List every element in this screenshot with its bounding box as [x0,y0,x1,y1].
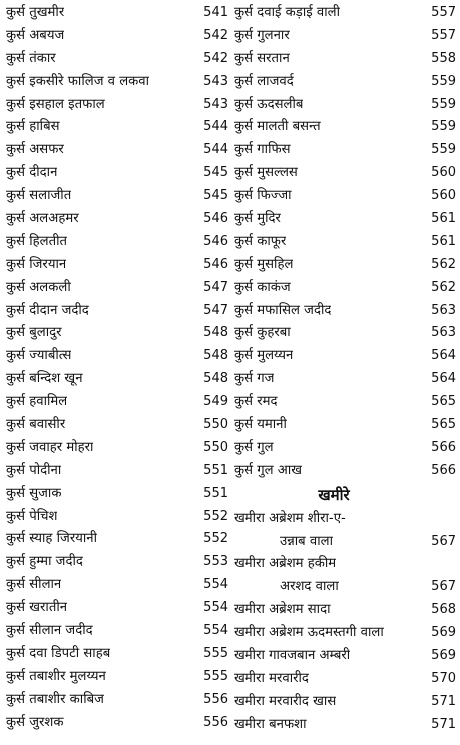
section-heading [234,483,456,508]
entry-page-number: 557 [431,5,456,20]
entry-name: कुर्स सरतान [234,50,290,66]
index-entry [234,414,456,437]
entry-name: कुर्स बन्दिश खून [6,371,83,387]
index-entry [6,231,228,254]
entry-page-number: 571 [431,716,456,732]
index-entry [6,483,228,506]
index-entry [6,712,228,735]
entry-name: खमीरा अब्रेशम सादा [234,602,331,618]
index-entry [6,551,228,574]
index-entry [6,208,228,231]
entry-name: कुर्स पेचिश [6,508,58,524]
section-heading-text: खमीरे [318,485,350,504]
index-entry [6,254,228,277]
index-entry [234,391,456,414]
index-entry [6,116,228,139]
entry-name: कुर्स तंकार [6,50,56,66]
entry-name: कुर्स मुदिर [234,211,281,227]
index-entry [6,643,228,666]
index-entry [6,139,228,162]
entry-page-number: 547 [203,279,228,295]
entry-name: अरशद वाला [280,579,339,595]
entry-name: कुर्स कुहरबा [234,325,291,341]
index-entry [234,691,456,714]
index-entry [234,437,456,460]
index-entry [6,414,228,437]
entry-page-number: 548 [203,325,228,341]
entry-page-number: 563 [431,302,456,318]
entry-name: कुर्स दीदान [6,165,58,181]
entry-page-number: 559 [431,142,456,158]
entry-name: कुर्स गुल [234,439,274,455]
entry-name: कुर्स तुखमीर [6,5,65,20]
entry-page-number: 564 [431,348,456,364]
entry-name: कुर्स ज्याबीत्स [6,348,72,364]
index-entry [6,277,228,300]
entry-page-number: 555 [203,668,228,684]
index-entry [6,506,228,529]
index-entry [234,254,456,277]
entry-page-number: 564 [431,371,456,387]
entry-page-number: 542 [203,50,228,66]
index-right-column [234,2,456,737]
index-entry [6,437,228,460]
entry-page-number: 561 [431,211,456,227]
entry-name: कुर्स फिज्जा [234,188,292,204]
entry-name: कुर्स मालती बसन्त [234,119,321,135]
entry-page-number: 552 [203,508,228,524]
index-entry [234,162,456,185]
entry-page-number: 569 [431,648,456,664]
entry-name: खमीरा गावजबान अम्बरी [234,648,351,664]
entry-page-number: 562 [431,279,456,295]
entry-page-number: 566 [431,439,456,455]
index-entry [234,300,456,323]
entry-name: कुर्स सुजाक [6,485,62,501]
index-entry [6,460,228,483]
index-entry [234,531,456,554]
index-entry [234,139,456,162]
entry-name: खमीरा अब्रेशम हकीम [234,556,337,572]
index-entry [234,714,456,737]
entry-page-number: 544 [203,119,228,135]
index-entry [6,2,228,25]
entry-page-number: 542 [203,27,228,43]
entry-name: कुर्स बवासीर [6,417,66,433]
entry-page-number: 560 [431,165,456,181]
entry-name: कुर्स मुलय्यन [234,348,294,364]
entry-page-number: 561 [431,233,456,249]
entry-name: कुर्स हवामिल [6,394,68,410]
index-entry [6,666,228,689]
index-entry [6,620,228,643]
entry-page-number: 566 [431,462,456,478]
entry-page-number: 549 [203,394,228,410]
entry-page-number: 565 [431,417,456,433]
entry-name: कुर्स पोदीना [6,462,62,478]
index-entry [6,94,228,117]
index-entry [234,508,456,531]
entry-page-number: 554 [203,600,228,616]
entry-page-number: 543 [203,73,228,89]
entry-name: कुर्स स्याह जिरयानी [6,531,98,547]
index-entry [6,689,228,712]
entry-page-number: 551 [203,462,228,478]
entry-page-number: 545 [203,188,228,204]
entry-name: कुर्स इकसीरे फालिज व लकवा [6,73,150,89]
entry-page-number: 569 [431,625,456,641]
entry-page-number: 545 [203,165,228,181]
entry-name: कुर्स गुलनार [234,27,290,43]
entry-name: कुर्स अलअहमर [6,211,79,227]
entry-page-number: 544 [203,142,228,158]
index-entry [234,277,456,300]
entry-name: खमीरा बनफशा [234,716,307,732]
entry-page-number: 546 [203,211,228,227]
entry-page-number: 546 [203,256,228,272]
entry-page-number: 565 [431,394,456,410]
entry-name: कुर्स अबयज [6,27,65,43]
entry-name: कुर्स दवा डिपटी साहब [6,645,111,661]
entry-page-number: 554 [203,577,228,593]
index-entry [6,345,228,368]
index-entry [234,231,456,254]
entry-page-number: 558 [431,50,456,66]
entry-name: कुर्स असफर [6,142,64,158]
entry-name: कुर्स हिलतीत [6,233,68,249]
entry-name: कुर्स बुलादुर [6,325,62,341]
entry-page-number: 550 [203,417,228,433]
index-entry [6,48,228,71]
entry-page-number: 567 [431,533,456,549]
index-entry [6,162,228,185]
index-entry [6,185,228,208]
index-entry [234,71,456,94]
index-entry [234,645,456,668]
entry-page-number: 548 [203,348,228,364]
entry-page-number: 562 [431,256,456,272]
entry-name: कुर्स जुरशक [6,714,64,730]
entry-name: कुर्स हाबिस [6,119,60,135]
entry-page-number: 556 [203,691,228,707]
index-entry [234,116,456,139]
entry-name: खमीरा अब्रेशम ऊदमस्तगी वाला [234,625,384,641]
entry-name: कुर्स यमानी [234,417,287,433]
index-entry [234,25,456,48]
entry-page-number: 548 [203,371,228,387]
entry-name: उन्नाब वाला [280,533,333,549]
entry-name: कुर्स सीलान [6,577,62,593]
index-entry [234,668,456,691]
entry-name: कुर्स ऊदसलीब [234,96,304,112]
index-entry [6,368,228,391]
entry-page-number: 543 [203,96,228,112]
entry-name: कुर्स खरातीन [6,600,68,616]
index-entry [6,300,228,323]
index-entry [234,345,456,368]
entry-page-number: 560 [431,188,456,204]
index-entry [234,48,456,71]
entry-name: कुर्स काफूर [234,233,287,249]
entry-page-number: 571 [431,693,456,709]
entry-page-number: 547 [203,302,228,318]
entry-name: कुर्स लाजवर्द [234,73,294,89]
index-entry [234,576,456,599]
index-entry [234,94,456,117]
entry-page-number: 563 [431,325,456,341]
index-entry [234,599,456,622]
index-entry [6,597,228,620]
entry-page-number: 556 [203,714,228,730]
entry-page-number: 541 [203,5,228,20]
index-entry [6,71,228,94]
entry-page-number: 550 [203,439,228,455]
index-entry [6,528,228,551]
entry-page-number: 552 [203,531,228,547]
entry-name: कुर्स जवाहर मोहरा [6,439,94,455]
index-entry [234,185,456,208]
entry-name: कुर्स दवाई कड़ाई वाली [234,5,341,20]
index-entry [234,553,456,576]
entry-name: कुर्स गज [234,371,275,387]
index-entry [234,208,456,231]
entry-name: खमीरा मरवारीद [234,670,309,686]
index-entry [234,622,456,645]
entry-page-number: 568 [431,602,456,618]
entry-page-number: 559 [431,73,456,89]
entry-name: कुर्स अलकली [6,279,71,295]
entry-name: कुर्स तबाशीर मुलय्यन [6,668,106,684]
index-entry [234,460,456,483]
index-entry [234,322,456,345]
entry-page-number: 551 [203,485,228,501]
entry-page-number: 555 [203,645,228,661]
entry-name: कुर्स सीलान जदीद [6,623,93,639]
entry-name: कुर्स इसहाल इतफाल [6,96,105,112]
entry-name: कुर्स मुसल्लस [234,165,298,181]
entry-name: कुर्स मफासिल जदीद [234,302,332,318]
entry-name: कुर्स गुल आख [234,462,303,478]
index-entry [234,2,456,25]
entry-name: खमीरा अब्रेशम शीरा-ए- [234,510,346,526]
entry-page-number: 570 [431,670,456,686]
entry-name: कुर्स तबाशीर काबिज [6,691,104,707]
entry-page-number: 557 [431,27,456,43]
index-entry [6,25,228,48]
index-entry [234,368,456,391]
entry-page-number: 559 [431,96,456,112]
entry-name: कुर्स हुम्मा जदीद [6,554,83,570]
entry-name: कुर्स सलाजीत [6,188,72,204]
entry-name: कुर्स मुसहिल [234,256,294,272]
entry-page-number: 559 [431,119,456,135]
entry-page-number: 554 [203,623,228,639]
index-entry [6,322,228,345]
index-entry [6,391,228,414]
entry-name: कुर्स गाफिस [234,142,291,158]
entry-name: कुर्स रमद [234,394,278,410]
index-left-column [6,2,228,735]
entry-page-number: 553 [203,554,228,570]
entry-page-number: 567 [431,579,456,595]
entry-name: कुर्स दीदान जदीद [6,302,89,318]
entry-name: कुर्स काकंज [234,279,291,295]
entry-name: खमीरा मरवारीद खास [234,693,337,709]
index-entry [6,574,228,597]
entry-page-number: 546 [203,233,228,249]
entry-name: कुर्स जिरयान [6,256,67,272]
